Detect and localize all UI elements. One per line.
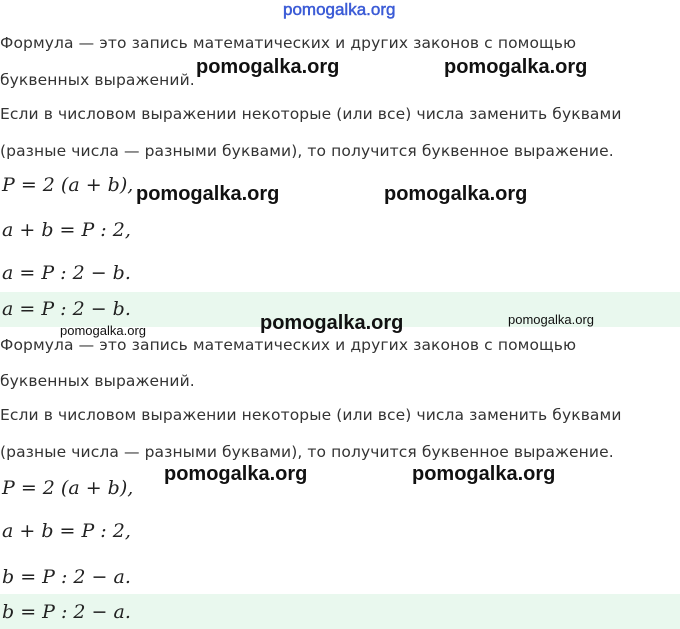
answer-formula: a = P : 2 − b. <box>2 298 131 320</box>
watermark: pomogalka.org <box>196 56 340 78</box>
definition-line-2: буквенных выражений. <box>0 71 195 89</box>
formula-step: a = P : 2 − b. <box>2 262 131 284</box>
top-watermark: pomogalka.org <box>283 0 396 19</box>
answer-formula: b = P : 2 − a. <box>2 601 131 623</box>
formula-perimeter: P = 2 (a + b), <box>2 174 134 196</box>
definition-line-2: буквенных выражений. <box>0 372 195 390</box>
definition-line-1: Формула — это запись математических и других законов с помощью <box>0 34 577 52</box>
watermark: pomogalka.org <box>260 312 404 334</box>
formula-perimeter: P = 2 (a + b), <box>2 477 134 499</box>
rule-line-2: (разные числа — разными буквами), то получится буквенное выражение. <box>0 443 614 461</box>
watermark: pomogalka.org <box>412 463 556 485</box>
watermark: pomogalka.org <box>136 183 280 205</box>
watermark: pomogalka.org <box>164 463 308 485</box>
watermark: pomogalka.org <box>444 56 588 78</box>
formula-sum: a + b = P : 2, <box>2 219 131 241</box>
rule-line-2: (разные числа — разными буквами), то получится буквенное выражение. <box>0 142 614 160</box>
watermark: pomogalka.org <box>508 312 594 327</box>
definition-line-1: Формула — это запись математических и других законов с помощью <box>0 336 577 354</box>
watermark: pomogalka.org <box>384 183 528 205</box>
formula-step: b = P : 2 − a. <box>2 566 131 588</box>
watermark: pomogalka.org <box>60 323 146 338</box>
rule-line-1: Если в числовом выражении некоторые (или все) числа заменить буквами <box>0 105 622 123</box>
formula-sum: a + b = P : 2, <box>2 520 131 542</box>
rule-line-1: Если в числовом выражении некоторые (или все) числа заменить буквами <box>0 406 622 424</box>
